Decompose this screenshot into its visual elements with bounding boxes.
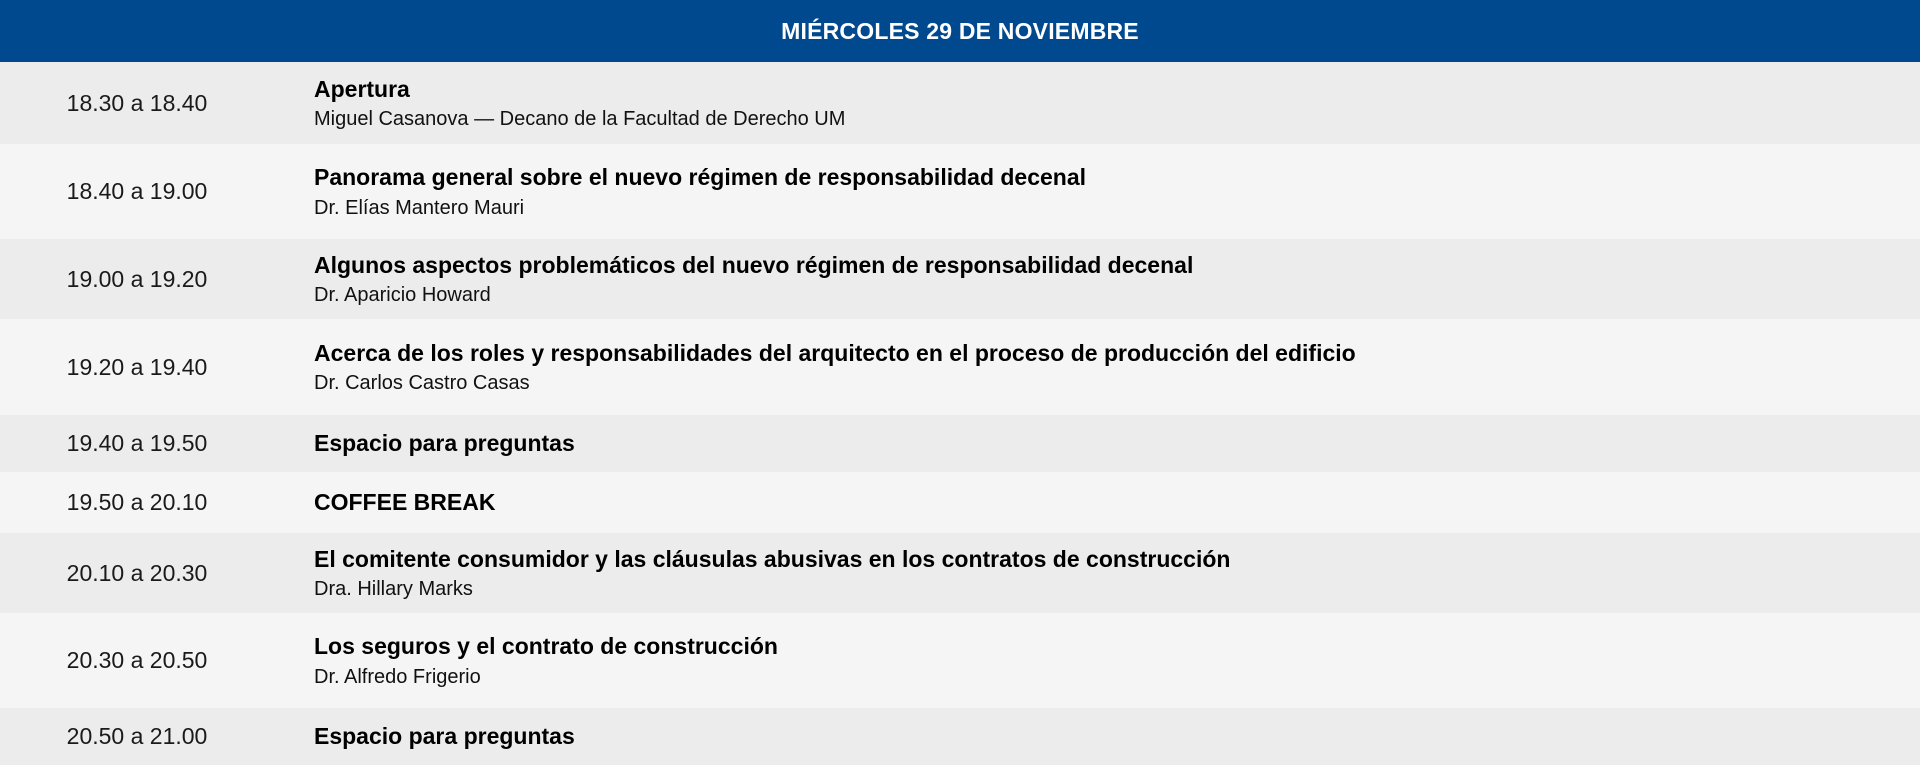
- session-title: Espacio para preguntas: [314, 430, 575, 457]
- session-speaker: Dra. Hillary Marks: [314, 578, 473, 601]
- time-slot: 20.10 a 20.30: [66, 559, 208, 586]
- session-speaker: Dr. Aparicio Howard: [314, 284, 491, 307]
- session-info: [274, 339, 1920, 396]
- schedule-row: [0, 613, 1920, 708]
- session-speaker: Miguel Casanova — Decano de la Facultad de Derecho UM: [314, 108, 846, 131]
- schedule-row: [0, 62, 1920, 144]
- time-slot: 19.50 a 20.10: [66, 489, 208, 515]
- schedule-rows: [0, 62, 1920, 768]
- session-title: Acerca de los roles y responsabilidades del arquitecto en el proceso de producción del edificio: [314, 339, 1356, 366]
- time-slot: 20.50 a 21.00: [66, 723, 208, 749]
- session-title: Espacio para preguntas: [314, 723, 575, 750]
- time-slot: 19.20 a 19.40: [66, 353, 208, 380]
- schedule-row: [0, 144, 1920, 239]
- session-speaker: Dr. Alfredo Frigerio: [314, 665, 481, 688]
- schedule-row: [0, 239, 1920, 319]
- time-slot: 18.30 a 18.40: [66, 89, 208, 116]
- session-info: [274, 429, 1920, 458]
- session-title: Algunos aspectos problemáticos del nuevo régimen de responsabilidad decenal: [314, 251, 1194, 278]
- session-title: Los seguros y el contrato de construcción: [314, 633, 778, 660]
- session-speaker: Dr. Elías Mantero Mauri: [314, 196, 525, 219]
- day-title: MIÉRCOLES 29 DE NOVIEMBRE: [781, 17, 1139, 44]
- schedule-row: [0, 533, 1920, 613]
- session-speaker: Dr. Carlos Castro Casas: [314, 372, 530, 395]
- schedule-row: [0, 708, 1920, 765]
- session-info: [274, 632, 1920, 689]
- time-slot: 19.00 a 19.20: [66, 265, 208, 292]
- session-info: [274, 163, 1920, 220]
- session-title: Apertura: [314, 75, 410, 102]
- session-info: [274, 251, 1920, 308]
- schedule-row: [0, 415, 1920, 472]
- time-slot: 18.40 a 19.00: [66, 178, 208, 204]
- session-title: Panorama general sobre el nuevo régimen de responsabilidad decenal: [314, 164, 1087, 191]
- session-title: COFFEE BREAK: [314, 489, 496, 516]
- session-info: [274, 545, 1920, 602]
- day-header: [0, 0, 1920, 62]
- time-slot: 19.40 a 19.50: [66, 430, 208, 456]
- schedule-row: [0, 472, 1920, 533]
- session-info: [274, 75, 1920, 132]
- session-title: El comitente consumidor y las cláusulas abusivas en los contratos de construcción: [314, 545, 1231, 572]
- session-info: [274, 488, 1920, 517]
- session-info: [274, 722, 1920, 751]
- time-slot: 20.30 a 20.50: [66, 647, 208, 673]
- schedule-row: [0, 319, 1920, 415]
